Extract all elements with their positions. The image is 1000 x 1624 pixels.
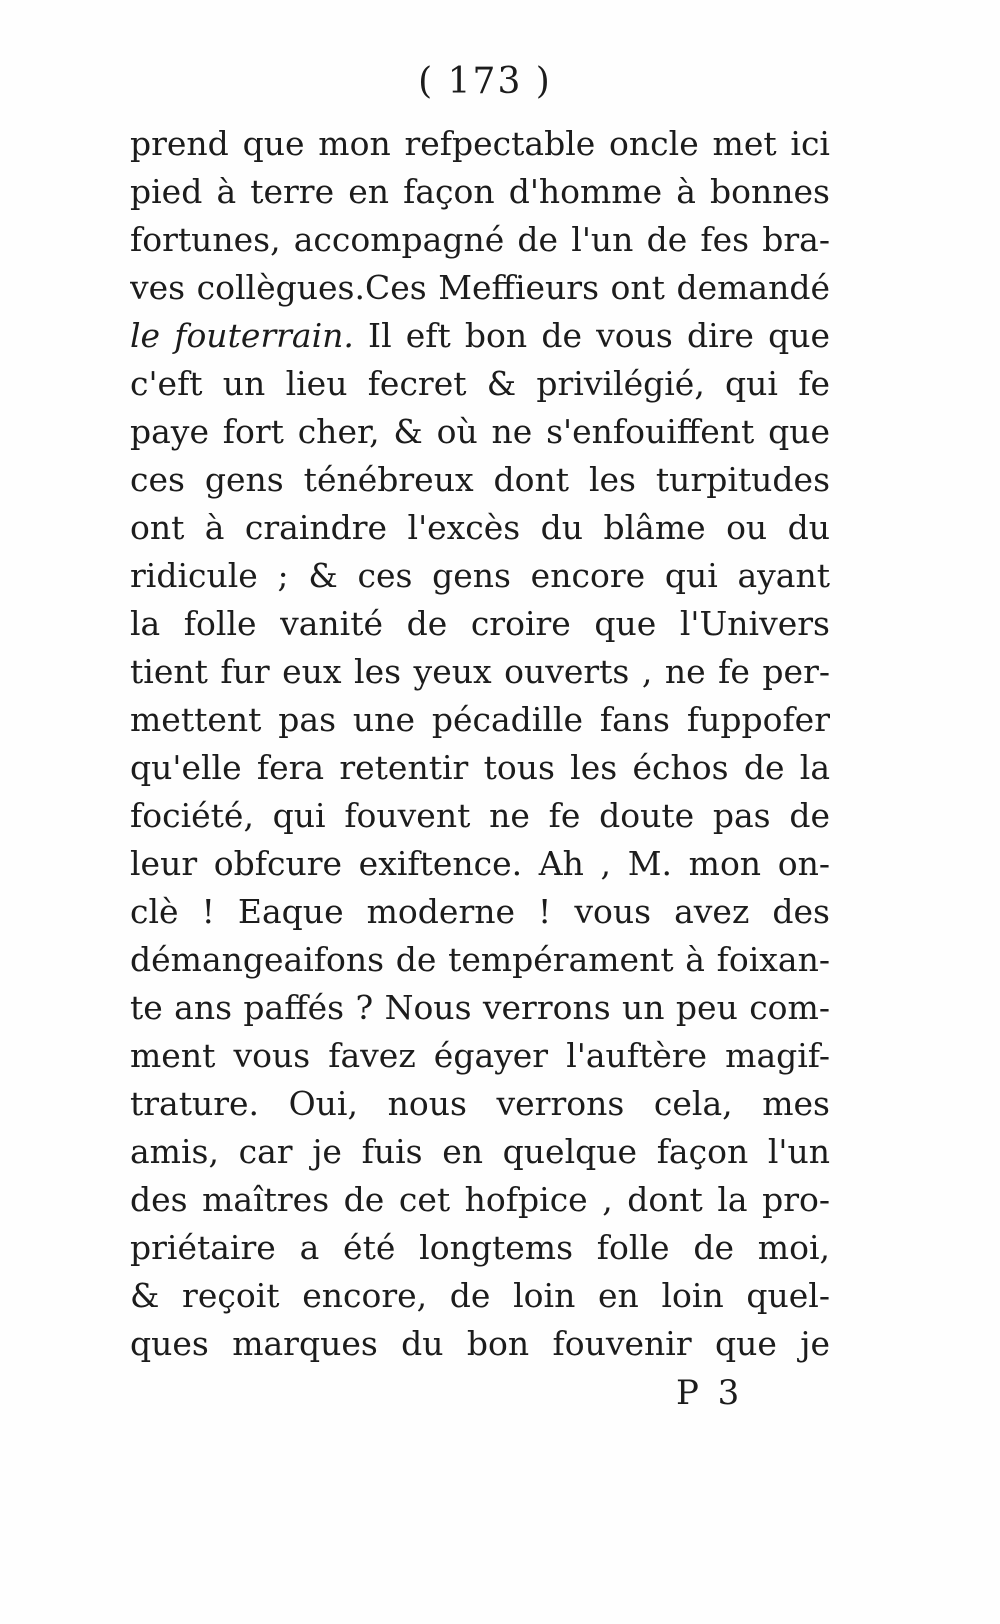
page-number: ( 173 )	[418, 61, 552, 102]
text-line: pied à terre en façon d'homme à bonnes	[130, 172, 830, 211]
text-line: trature. Oui, nous verrons cela, mes	[130, 1084, 830, 1123]
text-line: démangeaifons de tempérament à foixan-	[130, 940, 830, 979]
text-line-rest: Il eft bon de vous dire que	[353, 316, 830, 355]
text-line: ment vous favez égayer l'auftère magif-	[130, 1036, 830, 1075]
text-line: c'eft un lieu fecret & privilégié, qui fe	[130, 364, 830, 403]
text-line	[130, 312, 830, 360]
text-line: te ans paffés ? Nous verrons un peu com-	[130, 988, 830, 1027]
text-line: ces gens ténébreux dont les turpitudes	[130, 460, 830, 499]
text-line: ves collègues.Ces Meffieurs ont demandé	[130, 268, 830, 307]
text-line: ridicule ; & ces gens encore qui ayant	[130, 556, 830, 595]
text-line: ques marques du bon fouvenir que je	[130, 1324, 830, 1363]
text-line: paye fort cher, & où ne s'enfouiffent que	[130, 412, 830, 451]
signature-mark: P 3	[676, 1373, 744, 1413]
text-line: amis, car je fuis en quelque façon l'un	[130, 1132, 830, 1171]
text-line: tient fur eux les yeux ouverts , ne fe per-	[130, 652, 830, 691]
text-line: des maîtres de cet hofpice , dont la pro-	[130, 1180, 830, 1219]
text-line: & reçoit encore, de loin en loin quel-	[130, 1276, 830, 1315]
text-line: prend que mon refpectable oncle met ici	[130, 124, 830, 163]
text-line: fortunes, accompagné de l'un de fes bra-	[130, 220, 830, 259]
text-line: mettent pas une pécadille fans fuppofer	[130, 700, 830, 739]
text-line: qu'elle fera retentir tous les échos de la	[130, 748, 830, 787]
text-line: la folle vanité de croire que l'Univers	[130, 604, 830, 643]
text-line: priétaire a été longtems folle de moi,	[130, 1228, 830, 1267]
body-text	[130, 120, 830, 1368]
text-line: clè ! Eaque moderne ! vous avez des	[130, 892, 830, 931]
text-line: ont à craindre l'excès du blâme ou du	[130, 508, 830, 547]
text-line: leur obfcure exiftence. Ah , M. mon on-	[130, 844, 830, 883]
text-line: fociété, qui fouvent ne fe doute pas de	[130, 796, 830, 835]
italic-phrase: le fouterrain.	[130, 316, 354, 355]
